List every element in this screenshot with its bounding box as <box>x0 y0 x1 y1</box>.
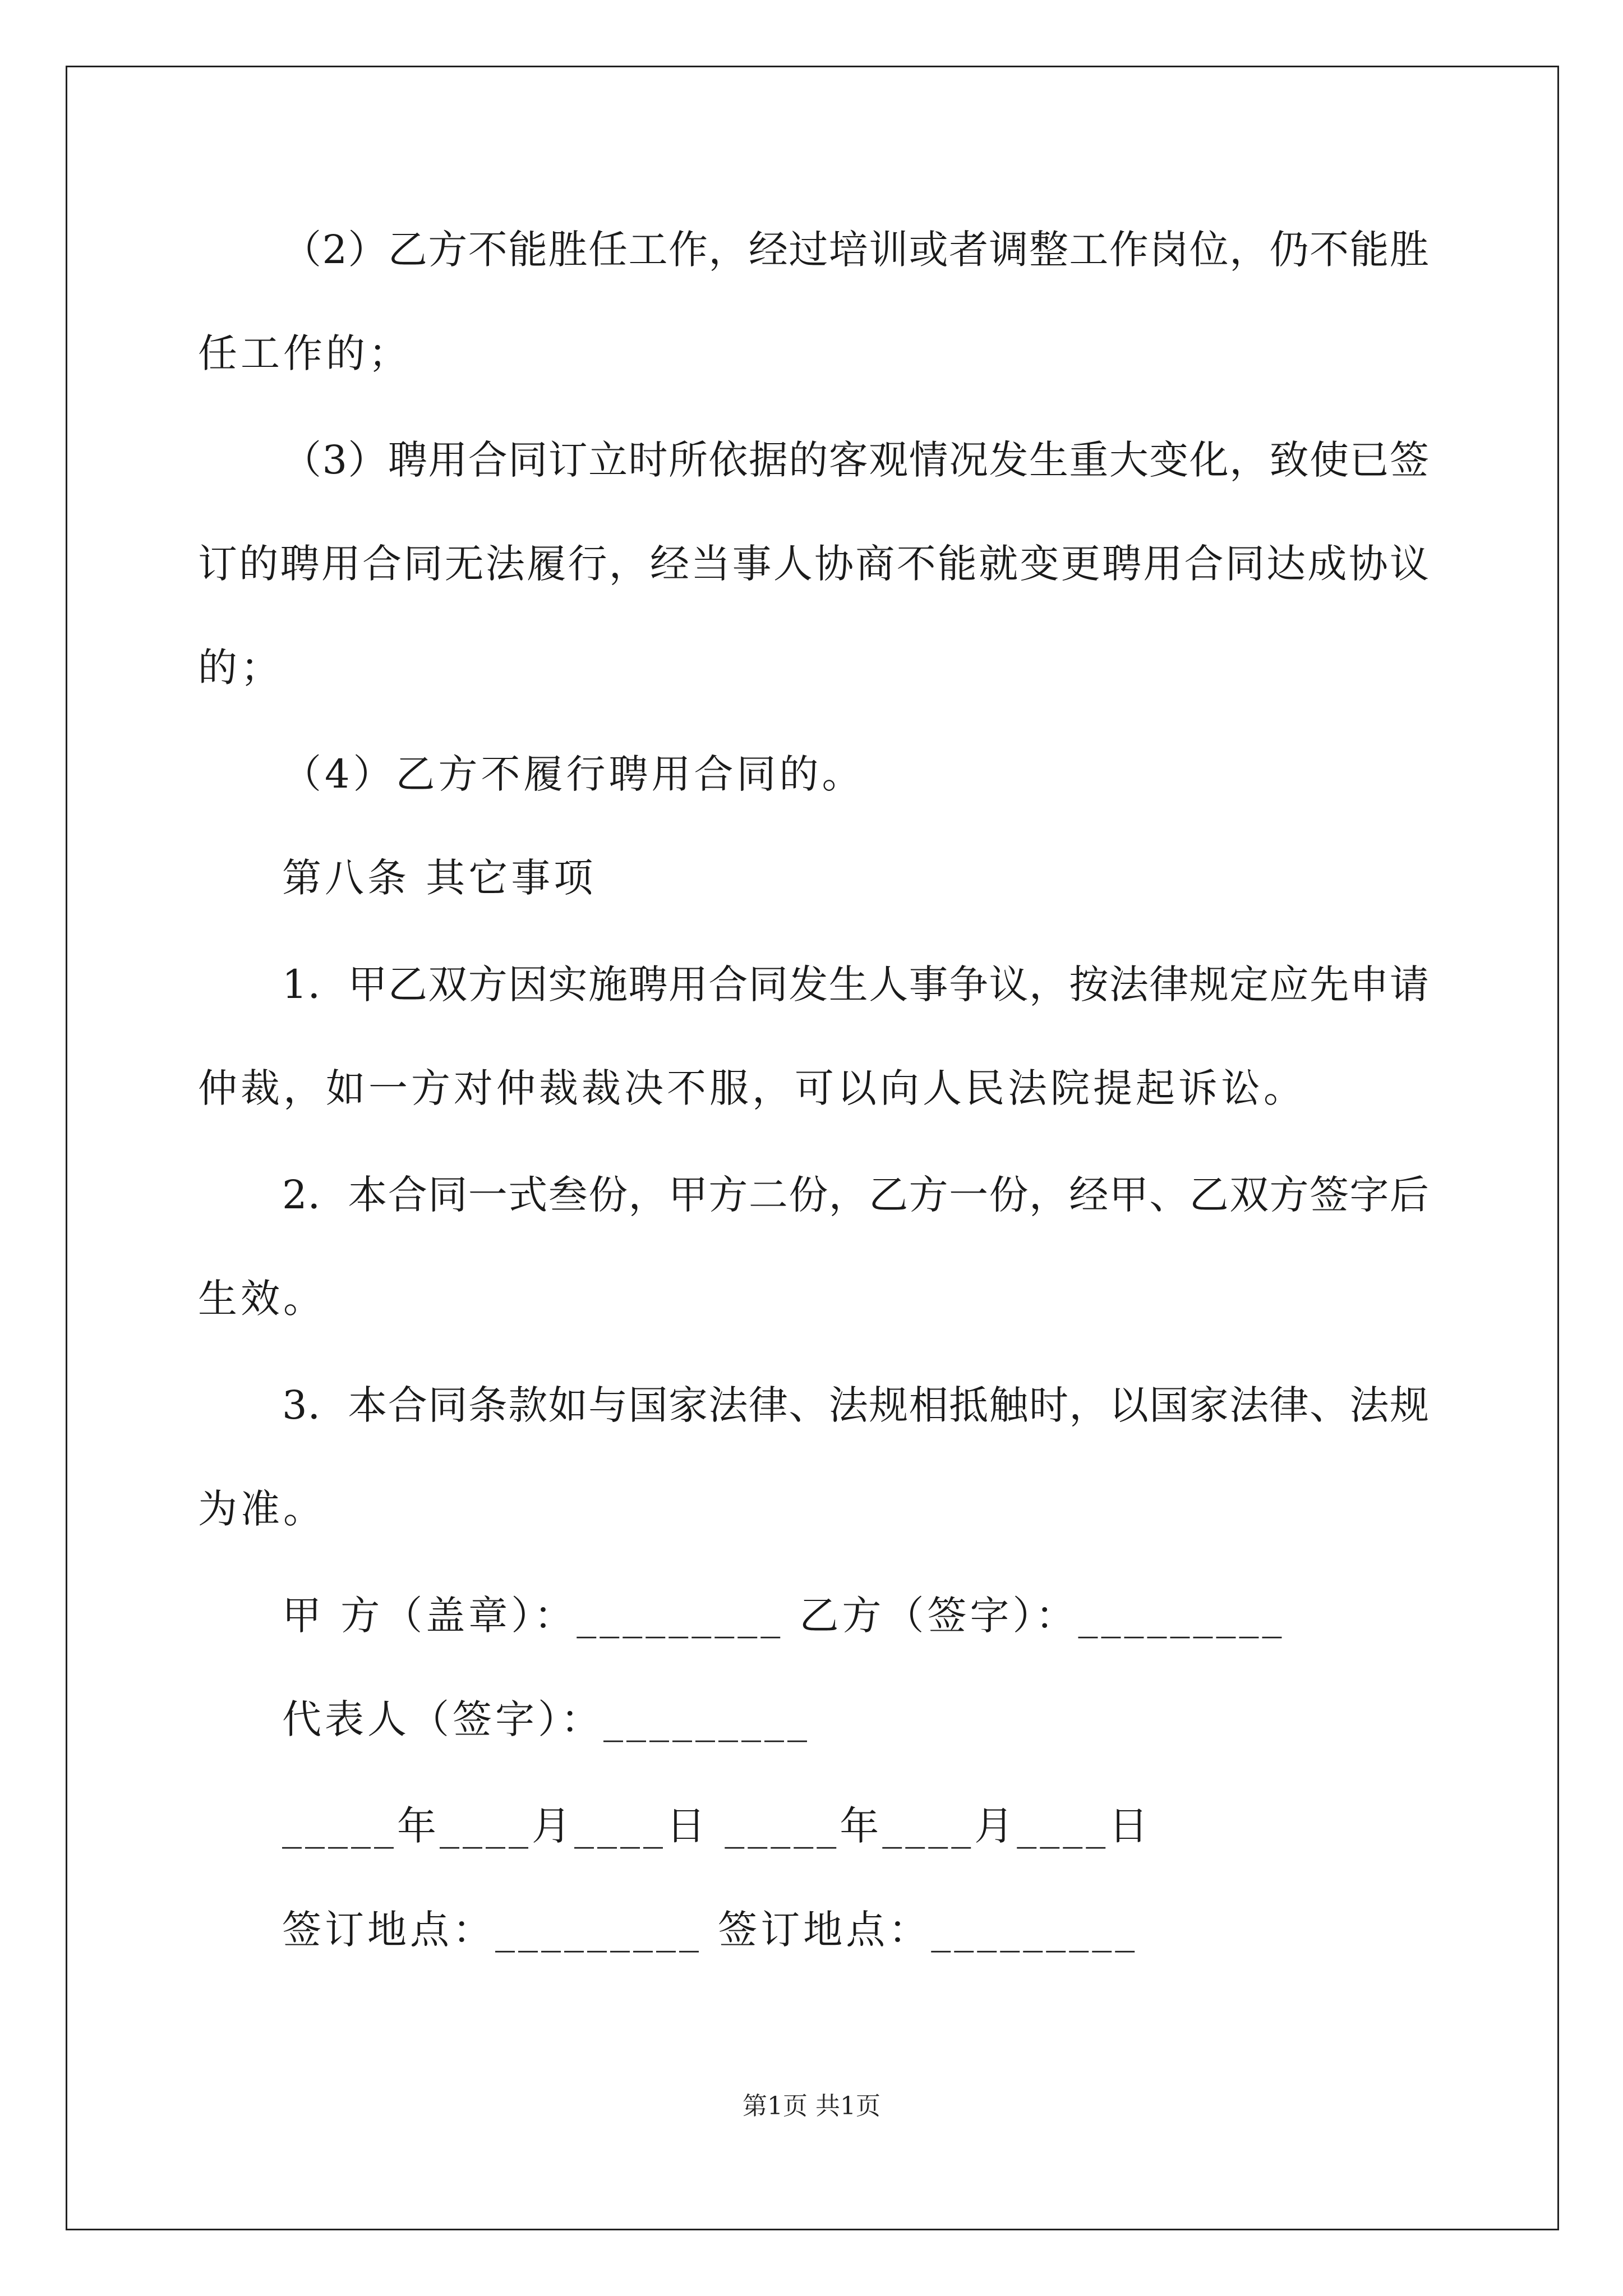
signature-place-line: 签订地点：_________ 签订地点：_________ <box>282 1907 1138 1953</box>
clause-3-line-1: （3）聘用合同订立时所依据的客观情况发生重大变化，致使已签 <box>282 437 1429 483</box>
clause-3-line-2: 订的聘用合同无法履行，经当事人协商不能就变更聘用合同达成协议 <box>198 541 1429 587</box>
clause-3-line-3: 的； <box>198 645 283 691</box>
item-3-line-1: 3．本合同条款如与国家法律、法规相抵触时，以国家法律、法规 <box>282 1382 1429 1428</box>
page-footer: 第1页 共1页 <box>743 2092 880 2120</box>
clause-2-line-2: 任工作的； <box>198 330 411 376</box>
item-3-line-2: 为准。 <box>198 1486 326 1532</box>
article-8-heading: 第八条 其它事项 <box>282 855 597 901</box>
item-1-line-2: 仲裁，如一方对仲裁裁决不服，可以向人民法院提起诉讼。 <box>198 1065 1306 1111</box>
clause-4-line-1: （4）乙方不履行聘用合同的。 <box>282 751 865 797</box>
clause-2-line-1: （2）乙方不能胜任工作，经过培训或者调整工作岗位，仍不能胜 <box>282 227 1429 273</box>
signature-representative-line: 代表人（签字）：_________ <box>282 1696 810 1742</box>
item-2-line-2: 生效。 <box>198 1276 326 1322</box>
signature-date-line: _____年____月____日 _____年____月____日 <box>282 1803 1152 1849</box>
signature-party-line: 甲 方（盖章）：_________ 乙方（签字）：_________ <box>282 1593 1285 1639</box>
item-2-line-1: 2．本合同一式叁份，甲方二份，乙方一份，经甲、乙双方签字后 <box>282 1172 1429 1218</box>
item-1-line-1: 1．甲乙双方因实施聘用合同发生人事争议，按法律规定应先申请 <box>282 961 1429 1007</box>
